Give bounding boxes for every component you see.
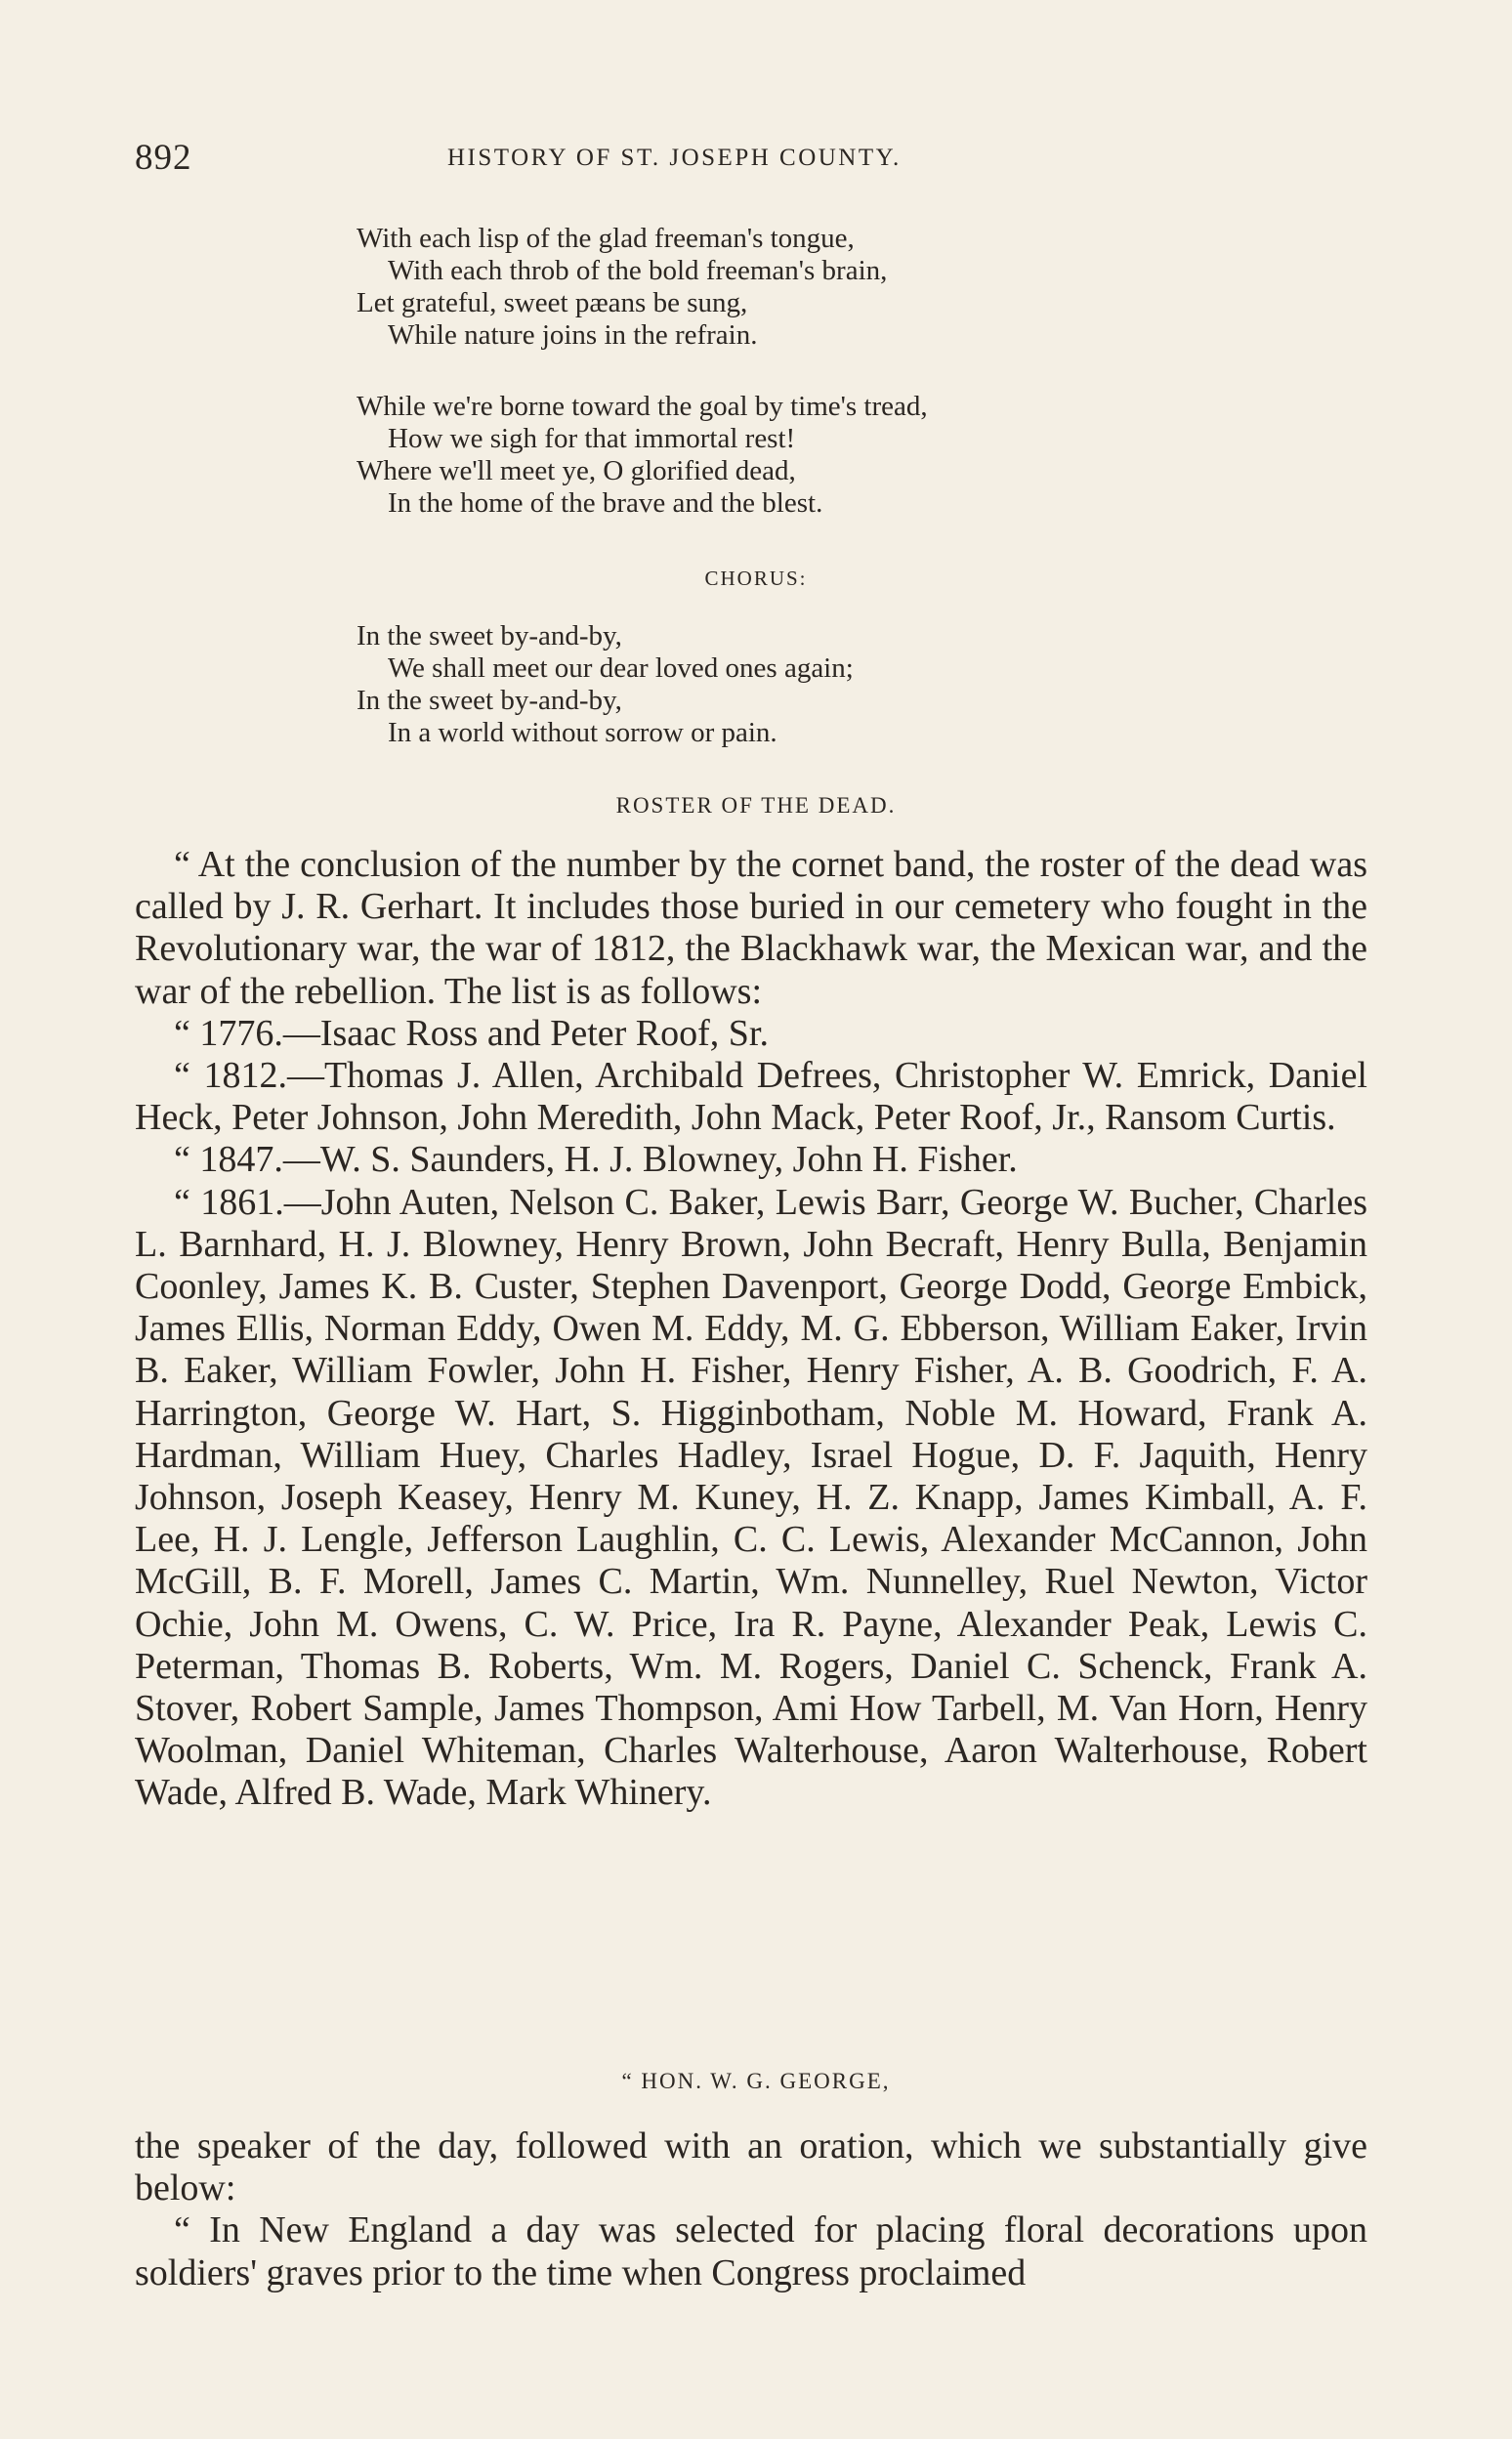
paragraph: “ 1776.—Isaac Ross and Peter Roof, Sr. (174, 1012, 769, 1054)
poem-stanza-1 (357, 223, 1236, 352)
poem-chorus (357, 620, 1236, 749)
poem-line: While we're borne toward the goal by time's tread, (357, 391, 928, 422)
paragraph: the speaker of the day, followed with an oration, which we substantially give below: (135, 2125, 1367, 2209)
speaker-heading: “ HON. W. G. GEORGE, (621, 2069, 891, 2093)
poem-line: While nature joins in the refrain. (388, 319, 758, 351)
paragraph: “ 1861.—John Auten, Nelson C. Baker, Lewis Barr, George W. Bucher, Charles L. Barnhard, H. J. Blowney, Henry Brown, John Becraft, Henry Bulla, Benjamin Coonley, James K. B. Custer, Stephen Davenport, George Dodd, George Embick, James Ellis, Norman Eddy, Owen M. Eddy, M. G. Ebberson, William Eaker, Irvin B. Eaker, William Fowler, John H. Fisher, Henry Fisher, A. B. Goodrich, F. A. Harrington, George W. Hart, S. Higginbotham, Noble M. Howard, Frank A. Hardman, William Huey, Charles Hadley, Israel Hogue, D. F. Jaquith, Henry Johnson, Joseph Keasey, Henry M. Kuney, H. Z. Knapp, James Kimball, A. F. Lee, H. J. Lengle, Jefferson Laughlin, C. C. Lewis, Alexander McCannon, John McGill, B. F. Morell, James C. Martin, Wm. Nunnelley, Ruel Newton, Victor Ochie, John M. Owens, C. W. Price, Ira R. Payne, Alexander Peak, Lewis C. Peterman, Thomas B. Roberts, Wm. M. Rogers, Daniel C. Schenck, Frank A. Stover, Robert Sample, James Thompson, Ami How Tarbell, M. Van Horn, Henry Woolman, Daniel Whiteman, Charles Walterhouse, Aaron Walterhouse, Robert Wade, Alfred B. Wade, Mark Whinery. (135, 1181, 1367, 1814)
oration-text (135, 2125, 1367, 2294)
poem-line: With each lisp of the glad freeman's tongue, (357, 223, 855, 254)
paragraph: “ 1812.—Thomas J. Allen, Archibald Defrees, Christopher W. Emrick, Daniel Heck, Peter Johnson, John Meredith, John Mack, Peter Roof, Jr., Ransom Curtis. (135, 1055, 1367, 1139)
poem-line: How we sigh for that immortal rest! (388, 423, 796, 454)
running-head: HISTORY OF ST. JOSEPH COUNTY. (447, 145, 902, 171)
poem-line: In the sweet by-and-by, (357, 685, 622, 716)
poem-line: Let grateful, sweet pæans be sung, (357, 287, 748, 318)
chorus-label: CHORUS: (704, 567, 808, 590)
poem-line: With each throb of the bold freeman's brain, (388, 255, 888, 286)
roster-heading: ROSTER OF THE DEAD. (615, 793, 897, 818)
poem-line: Where we'll meet ye, O glorified dead, (357, 455, 796, 486)
roster-text (135, 844, 1367, 1815)
page-header (135, 137, 1375, 186)
paragraph: “ In New England a day was selected for placing floral decorations upon soldiers' graves prior to the time when Congress proclaimed (135, 2209, 1367, 2293)
poem-line: In the sweet by-and-by, (357, 620, 622, 652)
poem-line: We shall meet our dear loved ones again; (388, 652, 854, 684)
paragraph: “ At the conclusion of the number by the cornet band, the roster of the dead was called by J. R. Gerhart. It includes those buried in our cemetery who fought in the Revolutionary war, the war of 1812, the Blackhawk war, the Mexican war, and the war of the rebellion. The list is as follows: (135, 844, 1367, 1012)
page-number: 892 (135, 138, 192, 178)
paragraph: “ 1847.—W. S. Saunders, H. J. Blowney, John H. Fisher. (174, 1139, 1018, 1181)
poem-stanza-2 (357, 391, 1236, 520)
poem-line: In the home of the brave and the blest. (388, 487, 823, 519)
poem-line: In a world without sorrow or pain. (388, 717, 777, 748)
